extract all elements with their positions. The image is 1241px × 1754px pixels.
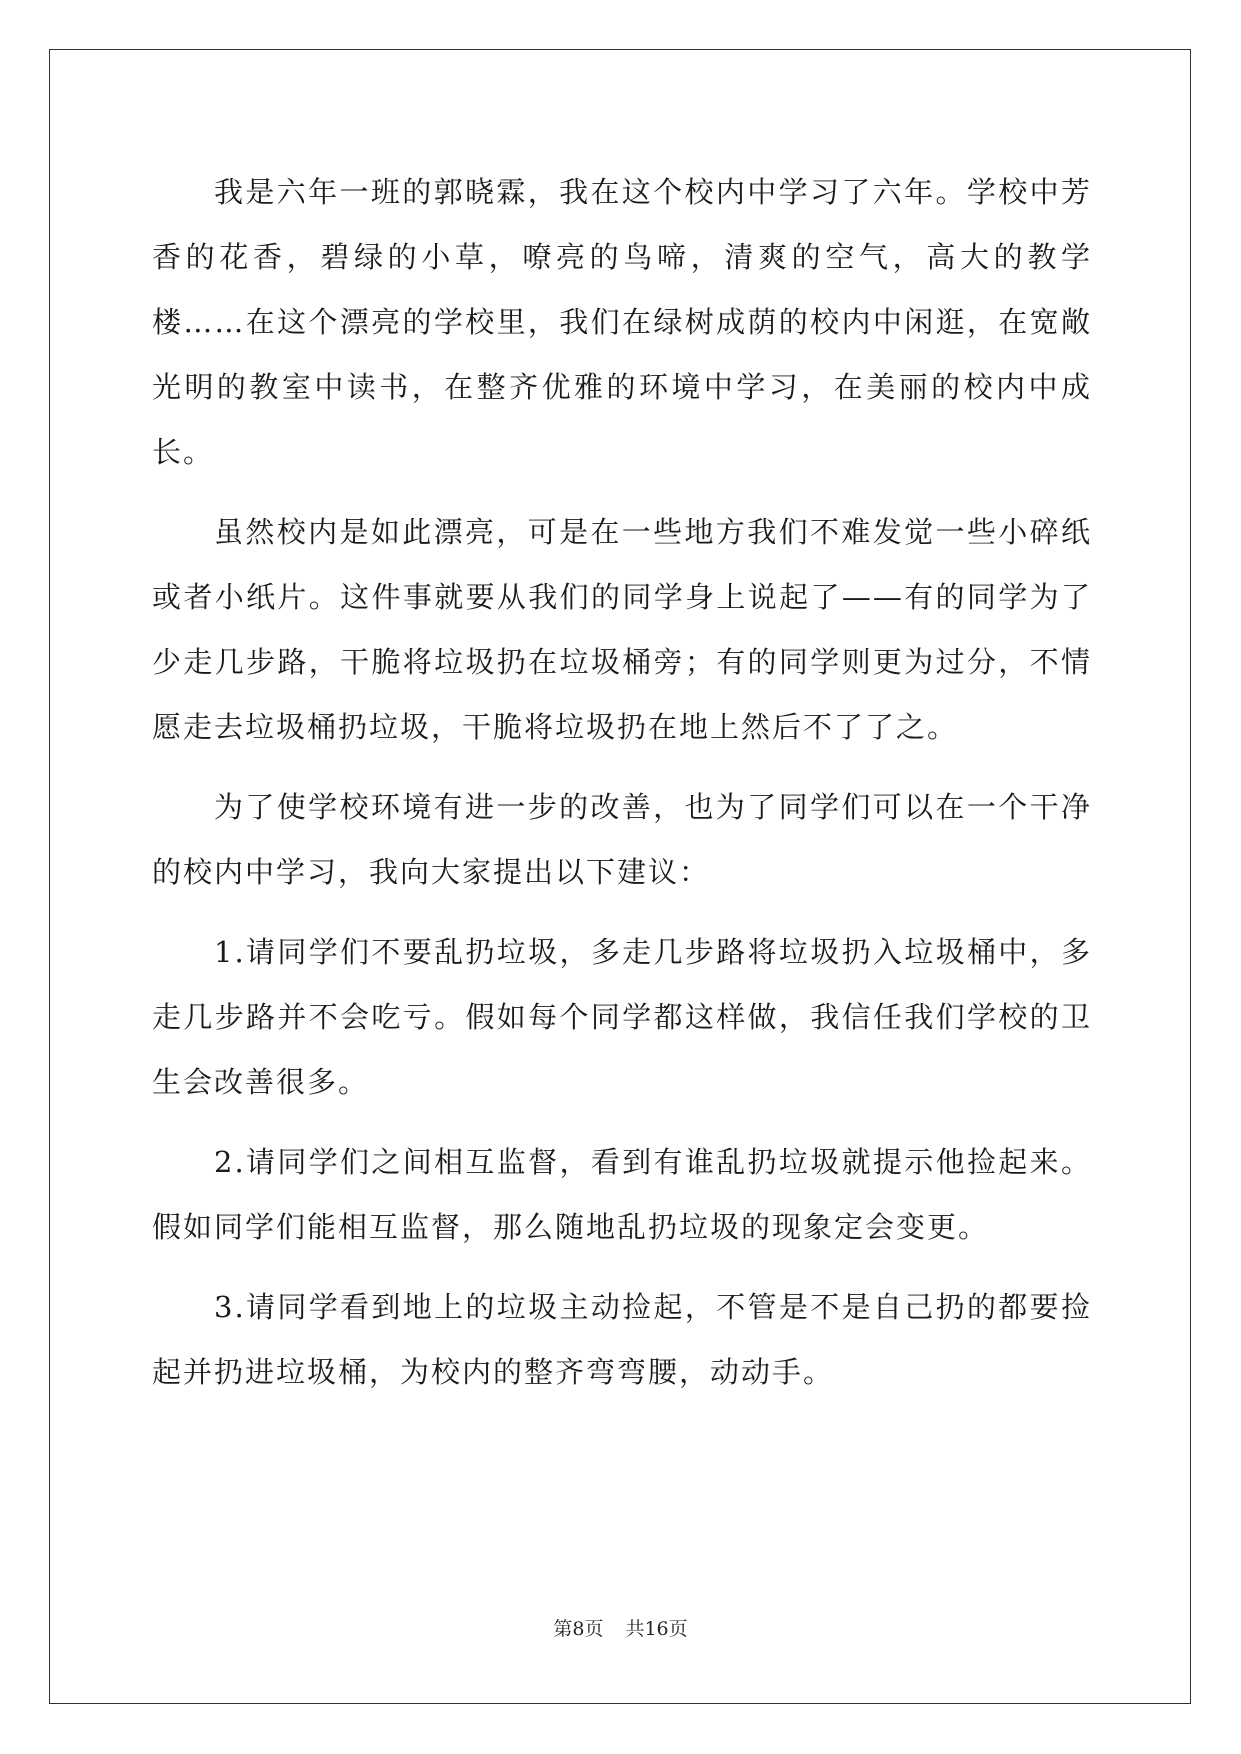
page-total: 共16页 xyxy=(625,1618,688,1640)
paragraph-suggestion-3: 3.请同学看到地上的垃圾主动捡起，不管是不是自己扔的都要捡起并扔进垃圾桶，为校内的整齐弯弯腰，动动手。 xyxy=(152,1290,1092,1389)
paragraph-suggestion-1: 1.请同学们不要乱扔垃圾，多走几步路将垃圾扔入垃圾桶中，多走几步路并不会吃亏。假如每个同学都这样做，我信任我们学校的卫生会改善很多。 xyxy=(152,935,1092,1099)
paragraph-intro: 我是六年一班的郭晓霖，我在这个校内中学习了六年。学校中芳香的花香，碧绿的小草，嘹亮的鸟啼，清爽的空气，高大的教学楼……在这个漂亮的学校里，我们在绿树成荫的校内中闲逛，在宽敞光明的教室中读书，在整齐优雅的环境中学习，在美丽的校内中成长。 xyxy=(152,175,1092,469)
page-number: 第8页 xyxy=(553,1618,604,1640)
paragraph-problem: 虽然校内是如此漂亮，可是在一些地方我们不难发觉一些小碎纸或者小纸片。这件事就要从我们的同学身上说起了——有的同学为了少走几步路，干脆将垃圾扔在垃圾桶旁；有的同学则更为过分，不情愿走去垃圾桶扔垃圾，干脆将垃圾扔在地上然后不了了之。 xyxy=(152,515,1092,744)
document-body xyxy=(152,160,1092,1420)
paragraph-suggestion-2: 2.请同学们之间相互监督，看到有谁乱扔垃圾就提示他捡起来。假如同学们能相互监督，那么随地乱扔垃圾的现象定会变更。 xyxy=(152,1145,1092,1244)
paragraph-proposal: 为了使学校环境有进一步的改善，也为了同学们可以在一个干净的校内中学习，我向大家提出以下建议： xyxy=(152,790,1092,889)
page-footer xyxy=(0,1614,1241,1641)
